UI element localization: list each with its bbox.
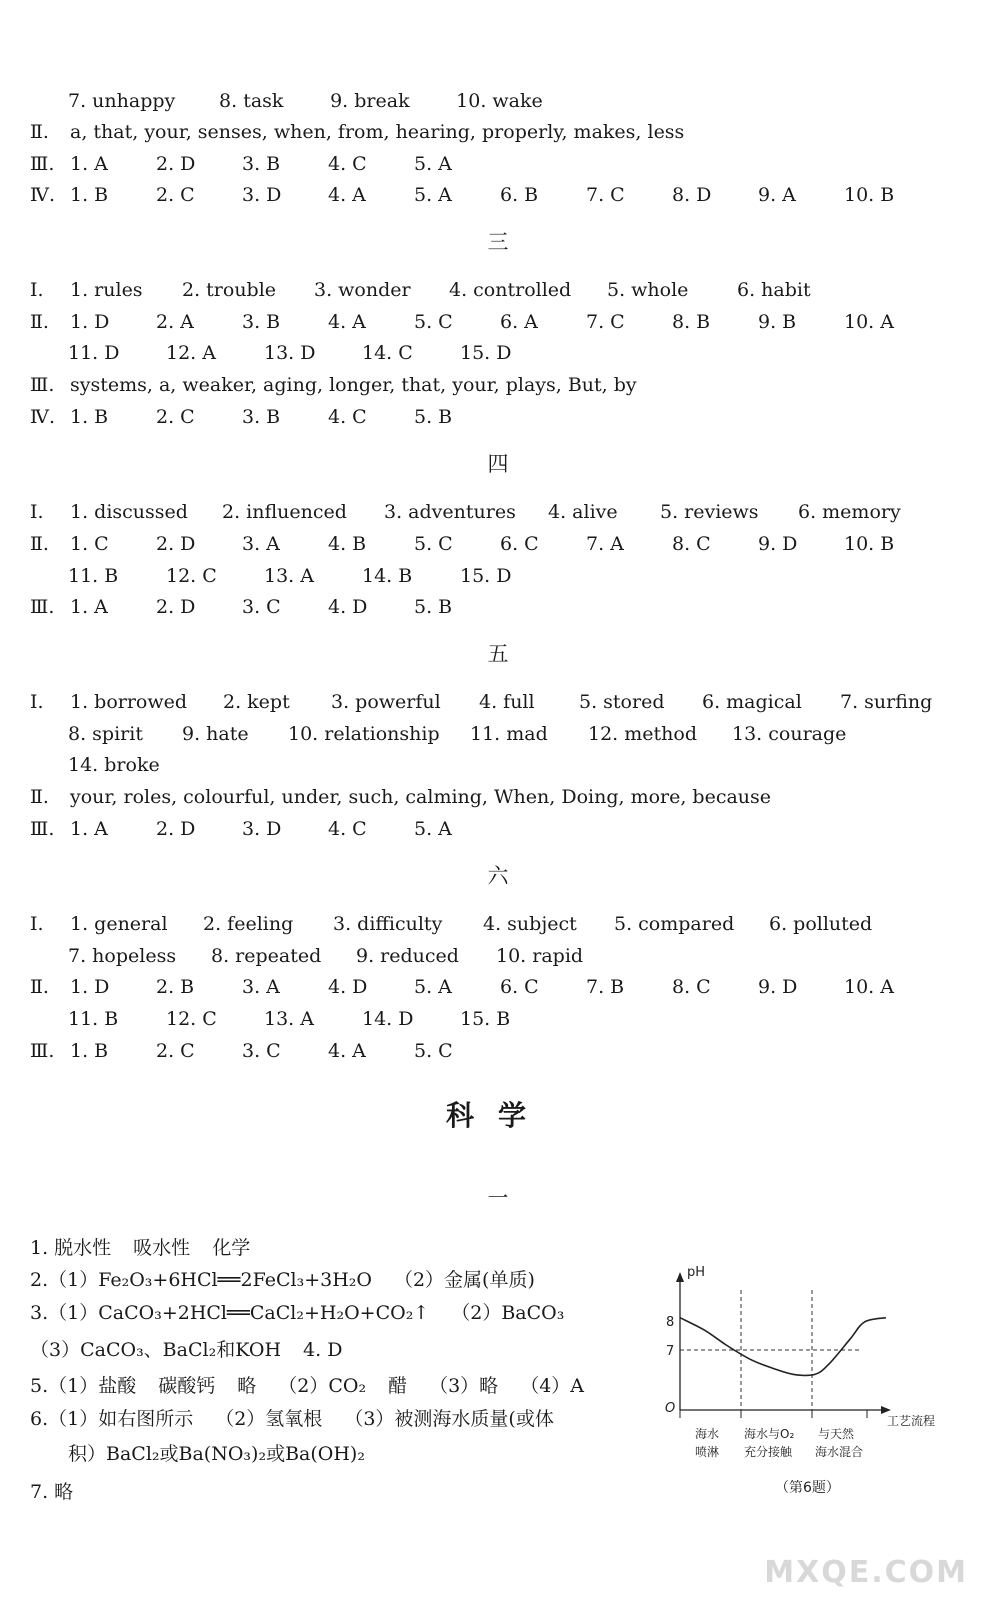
row-block0-vocab xyxy=(68,86,996,116)
answer-item: 15. D xyxy=(460,342,512,364)
answer-item: 4. alive xyxy=(548,501,618,523)
answer-item: 5. A xyxy=(414,153,452,175)
answer-item: 1. borrowed xyxy=(70,691,188,713)
answer-item: 2. C xyxy=(156,406,195,428)
answer-item: 3. A xyxy=(242,976,280,998)
y-tick-8: 8 xyxy=(666,1315,675,1330)
answer-item: 8. spirit xyxy=(68,723,143,745)
row-s6-ii-cont xyxy=(68,1004,996,1034)
science-q3a xyxy=(30,1298,586,1328)
answer-item: 9. B xyxy=(758,311,797,333)
answer-item: 1. B xyxy=(70,1040,109,1062)
part-label: Ⅱ. xyxy=(30,786,49,808)
row-s5-i-cont xyxy=(68,719,996,749)
answer-item: 1. general xyxy=(70,913,168,935)
row-s6-i-cont xyxy=(68,941,996,971)
part-label: Ⅰ. xyxy=(30,913,44,935)
answer-text: a, that, your, senses, when, from, hearing, properly, makes, less xyxy=(70,121,685,143)
figure-caption: （第6题） xyxy=(775,1480,840,1496)
answer-item: 1. D xyxy=(70,976,110,998)
part-label: Ⅱ. xyxy=(30,533,49,555)
answer-item: 13. A xyxy=(264,1008,314,1030)
answer-item: 6. B xyxy=(500,184,539,206)
answer-item: 7. A xyxy=(586,533,624,555)
answer-item: 5. reviews xyxy=(660,501,759,523)
answer-item: 2. A xyxy=(156,311,194,333)
answer-item: 8. task xyxy=(219,90,284,112)
answer-item: 5. A xyxy=(414,818,452,840)
answer-item: （2）CO₂ xyxy=(278,1375,367,1397)
answer-item: 12. method xyxy=(588,723,697,745)
part-label: Ⅲ. xyxy=(30,818,55,840)
row-s4-ii-cont xyxy=(68,561,996,591)
answer-item: 3. B xyxy=(242,311,281,333)
origin-label: O xyxy=(665,1401,676,1416)
answer-item: （3）略 xyxy=(429,1375,499,1397)
part-label: Ⅱ. xyxy=(30,976,49,998)
answer-item: 6. memory xyxy=(798,501,901,523)
row-s3-ii-cont xyxy=(68,338,996,368)
answer-item: 4. subject xyxy=(483,913,577,935)
stage1-label: 喷淋 xyxy=(695,1445,720,1459)
answer-item: 5. compared xyxy=(614,913,735,935)
answer-item: 8. C xyxy=(672,533,711,555)
answer-item: 化学 xyxy=(212,1237,251,1259)
science-q6b xyxy=(68,1439,387,1469)
answer-item: 5. whole xyxy=(607,279,689,301)
y-axis-label: pH xyxy=(687,1265,706,1280)
answer-item: 4. controlled xyxy=(449,279,572,301)
answer-item: 1. C xyxy=(70,533,109,555)
stage3-label: 海水混合 xyxy=(815,1445,864,1459)
answer-item: 3.（1）CaCO₃+2HCl══CaCl₂+H₂O+CO₂↑ xyxy=(30,1302,430,1324)
row-s5-iii xyxy=(30,814,970,844)
answer-item: 9. hate xyxy=(182,723,249,745)
part-label: Ⅲ. xyxy=(30,153,55,175)
answer-item: 5.（1）盐酸 xyxy=(30,1375,137,1397)
answer-item: 3. D xyxy=(242,184,282,206)
row-s6-ii xyxy=(30,972,970,1002)
ph-points xyxy=(680,1318,886,1375)
row-s3-iii xyxy=(30,370,970,400)
row-s4-ii xyxy=(30,529,970,559)
answer-item: 2. kept xyxy=(223,691,290,713)
answer-item: 14. B xyxy=(362,565,413,587)
answer-item: 6. C xyxy=(500,976,539,998)
answer-item: 5. C xyxy=(414,1040,453,1062)
part-label: Ⅰ. xyxy=(30,691,44,713)
part-label: Ⅰ. xyxy=(30,501,44,523)
answer-item: 1. A xyxy=(70,153,108,175)
stage2-label: 海水与O₂ xyxy=(744,1427,795,1441)
answer-item: 4. B xyxy=(328,533,367,555)
answer-item: 2. C xyxy=(156,1040,195,1062)
row-s4-iii xyxy=(30,592,970,622)
part-label: Ⅱ. xyxy=(30,121,49,143)
answer-item: 1. A xyxy=(70,818,108,840)
answer-item: 8. D xyxy=(672,184,712,206)
answer-item: 1. B xyxy=(70,406,109,428)
answer-item: 4. C xyxy=(328,406,367,428)
answer-item: 13. D xyxy=(264,342,316,364)
answer-item: 9. reduced xyxy=(356,945,459,967)
answer-item: 2. influenced xyxy=(222,501,347,523)
answer-item: 9. A xyxy=(758,184,796,206)
answer-item: 10. wake xyxy=(456,90,543,112)
answer-item: 3. difficulty xyxy=(333,913,443,935)
answer-item: 7. hopeless xyxy=(68,945,177,967)
row-block0-iv xyxy=(30,180,970,210)
answer-item: 5. A xyxy=(414,184,452,206)
answer-item: 7. unhappy xyxy=(68,90,176,112)
row-s5-ii xyxy=(30,782,970,812)
part-label: Ⅳ. xyxy=(30,406,56,428)
row-s6-i xyxy=(30,909,970,939)
science-q5 xyxy=(30,1371,606,1401)
answer-item: 2. trouble xyxy=(182,279,277,301)
part-label: Ⅰ. xyxy=(30,279,44,301)
answer-item: 4. A xyxy=(328,1040,366,1062)
answer-item: 3. B xyxy=(242,406,281,428)
part-label: Ⅲ. xyxy=(30,374,55,396)
answer-item: 6.（1）如右图所示 xyxy=(30,1408,194,1430)
answer-item: 10. relationship xyxy=(288,723,440,745)
answer-item: 6. polluted xyxy=(769,913,873,935)
answer-item: 10. B xyxy=(844,533,895,555)
answer-item: 2. B xyxy=(156,976,195,998)
answer-item: 8. C xyxy=(672,976,711,998)
answer-item: 3. powerful xyxy=(331,691,441,713)
answer-item: 4. A xyxy=(328,311,366,333)
answer-item: 12. A xyxy=(166,342,216,364)
answer-item: 1. 脱水性 xyxy=(30,1237,112,1259)
answer-item: 碳酸钙 xyxy=(158,1375,216,1397)
answer-item: （2）氢氧根 xyxy=(215,1408,323,1430)
answer-item: 11. mad xyxy=(470,723,548,745)
answer-item: 5. A xyxy=(414,976,452,998)
answer-item: 7. C xyxy=(586,184,625,206)
x-axis-label: 工艺流程 xyxy=(887,1414,936,1428)
answer-item: 5. B xyxy=(414,406,453,428)
answer-item: 5. C xyxy=(414,311,453,333)
answer-item: 4. A xyxy=(328,184,366,206)
answer-item: 3. D xyxy=(242,818,282,840)
answer-item: 6. habit xyxy=(737,279,811,301)
y-axis-arrow xyxy=(676,1272,684,1282)
answer-item: 13. courage xyxy=(732,723,847,745)
answer-item: 6. C xyxy=(500,533,539,555)
answer-item: 9. D xyxy=(758,533,798,555)
answer-item: 7. B xyxy=(586,976,625,998)
stage1-label: 海水 xyxy=(695,1427,720,1441)
y-tick-7: 7 xyxy=(666,1344,675,1359)
section-heading: 五 xyxy=(487,642,509,666)
answer-item: 11. B xyxy=(68,1008,119,1030)
row-s4-i xyxy=(30,497,970,527)
answer-item: （4）A xyxy=(520,1375,584,1397)
answer-item: 4. D xyxy=(303,1339,343,1361)
answer-item: 11. B xyxy=(68,565,119,587)
answer-item: 4. C xyxy=(328,153,367,175)
science-q1 xyxy=(30,1233,272,1263)
answer-item: 10. A xyxy=(844,976,894,998)
science-q6a xyxy=(30,1404,576,1434)
answer-item: 14. C xyxy=(362,342,413,364)
answer-item: 1. A xyxy=(70,596,108,618)
ph-chart xyxy=(655,1260,975,1500)
science-q3b xyxy=(30,1335,364,1365)
watermark: MXQE.COM xyxy=(764,1555,968,1590)
answer-text: systems, a, weaker, aging, longer, that, your, plays, But, by xyxy=(70,374,637,396)
answer-item: 7. surfing xyxy=(840,691,933,713)
science-q2 xyxy=(30,1265,557,1295)
answer-item: （3）被测海水质量(或体 xyxy=(344,1408,554,1430)
row-block0-iii xyxy=(30,149,970,179)
section-heading: 一 xyxy=(487,1186,509,1210)
answer-item: 9. break xyxy=(330,90,410,112)
answer-item: 10. B xyxy=(844,184,895,206)
answer-item: 1. B xyxy=(70,184,109,206)
answer-item: （2）BaCO₃ xyxy=(451,1302,565,1324)
part-label: Ⅲ. xyxy=(30,596,55,618)
answer-item: 积）BaCl₂或Ba(NO₃)₂或Ba(OH)₂ xyxy=(68,1443,365,1465)
answer-item: 略 xyxy=(237,1375,257,1397)
answer-item: 2.（1）Fe₂O₃+6HCl══2FeCl₃+3H₂O xyxy=(30,1269,372,1291)
answer-item: 10. A xyxy=(844,311,894,333)
row-s6-iii xyxy=(30,1036,970,1066)
answer-item: （3）CaCO₃、BaCl₂和KOH xyxy=(30,1339,282,1361)
answer-item: 4. D xyxy=(328,596,368,618)
answer-item: 7. C xyxy=(586,311,625,333)
section-heading: 六 xyxy=(487,864,509,888)
answer-item: 11. D xyxy=(68,342,120,364)
answer-item: 14. broke xyxy=(68,754,160,776)
ph-curve xyxy=(680,1318,886,1376)
answer-item: 6. A xyxy=(500,311,538,333)
answer-item: 1. rules xyxy=(70,279,143,301)
answer-item: 2. D xyxy=(156,153,196,175)
answer-item: 4. full xyxy=(479,691,535,713)
answer-item: 3. B xyxy=(242,153,281,175)
science-q7 xyxy=(30,1477,95,1507)
answer-item: 10. rapid xyxy=(496,945,584,967)
answer-item: 2. D xyxy=(156,596,196,618)
answer-item: （2）金属(单质) xyxy=(393,1269,535,1291)
stage3-label: 与天然 xyxy=(818,1427,855,1441)
answer-item: 6. magical xyxy=(702,691,802,713)
answer-item: 13. A xyxy=(264,565,314,587)
part-label: Ⅳ. xyxy=(30,184,56,206)
answer-item: 2. C xyxy=(156,184,195,206)
answer-item: 2. D xyxy=(156,818,196,840)
answer-item: 3. adventures xyxy=(384,501,516,523)
answer-item: 12. C xyxy=(166,1008,217,1030)
answer-item: 3. C xyxy=(242,596,281,618)
stage2-label: 充分接触 xyxy=(744,1445,793,1459)
answer-item: 14. D xyxy=(362,1008,414,1030)
answer-item: 3. C xyxy=(242,1040,281,1062)
section-heading: 三 xyxy=(487,230,509,254)
answer-item: 8. B xyxy=(672,311,711,333)
part-label: Ⅱ. xyxy=(30,311,49,333)
x-axis-arrow xyxy=(881,1406,891,1414)
answer-item: 4. D xyxy=(328,976,368,998)
answer-item: 吸水性 xyxy=(133,1237,191,1259)
answer-item: 3. A xyxy=(242,533,280,555)
answer-item: 7. 略 xyxy=(30,1481,74,1503)
answer-item: 1. discussed xyxy=(70,501,188,523)
answer-item: 4. C xyxy=(328,818,367,840)
answer-item: 15. D xyxy=(460,565,512,587)
stage-brackets xyxy=(680,1410,867,1418)
answer-item: 9. D xyxy=(758,976,798,998)
answer-item: 2. feeling xyxy=(203,913,294,935)
answer-item: 12. C xyxy=(166,565,217,587)
answer-item: 2. D xyxy=(156,533,196,555)
answer-item: 醋 xyxy=(388,1375,408,1397)
row-s5-i xyxy=(30,687,970,717)
answer-item: 3. wonder xyxy=(314,279,411,301)
answer-item: 15. B xyxy=(460,1008,511,1030)
row-s3-i xyxy=(30,275,970,305)
row-s3-iv xyxy=(30,402,970,432)
answer-text: your, roles, colourful, under, such, calming, When, Doing, more, because xyxy=(70,786,772,808)
answer-item: 5. stored xyxy=(579,691,665,713)
row-block0-ii xyxy=(30,117,970,147)
section-heading: 四 xyxy=(487,452,509,476)
subject-title: 科学 xyxy=(445,1099,550,1132)
row-s5-i-cont2 xyxy=(68,750,996,780)
part-label: Ⅲ. xyxy=(30,1040,55,1062)
answer-item: 5. B xyxy=(414,596,453,618)
answer-item: 8. repeated xyxy=(211,945,322,967)
answer-item: 1. D xyxy=(70,311,110,333)
answer-item: 5. C xyxy=(414,533,453,555)
row-s3-ii xyxy=(30,307,970,337)
